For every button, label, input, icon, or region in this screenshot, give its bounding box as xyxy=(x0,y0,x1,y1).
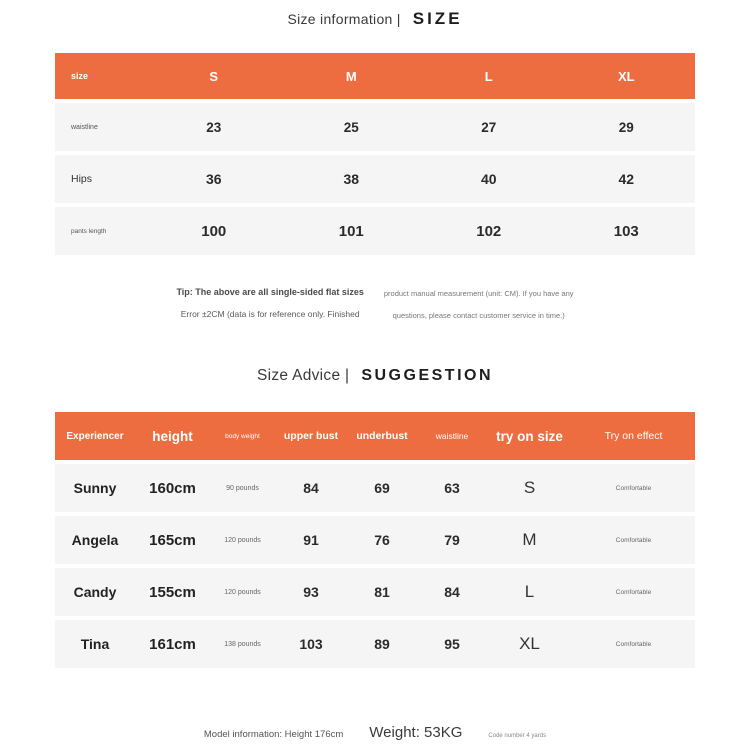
try-on-size: L xyxy=(524,582,535,601)
tip-line-1: Tip: The above are all single-sided flat sizes xyxy=(176,287,364,297)
model-info-text: Model information: Height 176cm xyxy=(203,729,344,740)
size-info-title-label: Size information | xyxy=(287,11,401,27)
col-waistline: waistline xyxy=(435,431,469,441)
size-col-m: M xyxy=(345,68,357,84)
waistline-s: 23 xyxy=(206,119,222,135)
underbust-value: 69 xyxy=(374,480,390,496)
row-label: pants length xyxy=(71,227,107,235)
measurement-tip xyxy=(0,281,750,327)
tip-line-3: product manual measurement (unit: CM). If you have any xyxy=(383,289,574,298)
model-code: Code number 4 yards xyxy=(488,733,547,739)
row-label: Hips xyxy=(71,173,93,185)
table-row-waistline xyxy=(55,103,695,151)
tip-line-2: Error ±2CM (data is for reference only. Finished xyxy=(180,309,360,319)
size-col-s: S xyxy=(209,68,219,84)
try-on-size: M xyxy=(522,530,537,549)
hips-xl: 42 xyxy=(618,171,635,187)
try-on-size: XL xyxy=(519,634,540,653)
tip-left-block xyxy=(176,281,363,325)
underbust-value: 89 xyxy=(374,636,390,652)
table-row-candy xyxy=(55,568,695,616)
upper-bust-value: 93 xyxy=(303,584,319,600)
underbust-value: 76 xyxy=(374,532,390,548)
try-on-effect: Comfortable xyxy=(615,536,652,544)
upper-bust-value: 91 xyxy=(303,532,319,548)
waistline-m: 25 xyxy=(343,119,359,135)
hips-m: 38 xyxy=(343,171,360,187)
col-experiencer: Experiencer xyxy=(66,430,124,442)
upper-bust-value: 103 xyxy=(299,636,323,652)
table-row-sunny xyxy=(55,464,695,512)
size-info-title xyxy=(0,0,750,29)
size-col-xl: XL xyxy=(617,68,635,84)
height-value: 165cm xyxy=(149,531,196,549)
height-value: 155cm xyxy=(149,583,196,601)
pants-length-xl: 103 xyxy=(613,222,639,240)
size-table-header xyxy=(55,53,695,99)
tip-line-4: questions, please contact customer service in time.) xyxy=(392,311,565,320)
size-col-l: L xyxy=(484,68,493,84)
height-value: 160cm xyxy=(149,479,196,497)
table-row-tina xyxy=(55,620,695,668)
pants-length-s: 100 xyxy=(201,222,227,240)
experiencer-name: Angela xyxy=(71,532,119,548)
pants-length-l: 102 xyxy=(476,222,502,240)
height-value: 161cm xyxy=(149,635,196,653)
table-row-pants-length xyxy=(55,207,695,255)
size-advice-title xyxy=(0,367,750,385)
size-table xyxy=(55,53,695,255)
underbust-value: 81 xyxy=(374,584,390,600)
advice-table-header xyxy=(55,412,695,460)
size-table-header-label: size xyxy=(71,71,89,81)
advice-table xyxy=(55,412,695,668)
experiencer-name: Tina xyxy=(80,636,110,652)
col-body-weight: body weight xyxy=(225,432,260,440)
try-on-effect: Comfortable xyxy=(615,484,652,492)
size-info-title-en: SIZE xyxy=(412,9,463,28)
waistline-xl: 29 xyxy=(618,119,634,135)
model-weight: Weight: 53KG xyxy=(369,724,463,741)
hips-l: 40 xyxy=(480,171,497,187)
table-row-angela xyxy=(55,516,695,564)
tip-right-block xyxy=(384,281,574,327)
col-underbust: underbust xyxy=(356,430,408,442)
col-height: height xyxy=(152,428,193,444)
waistline-value: 63 xyxy=(444,480,460,496)
row-label: waistline xyxy=(71,123,98,131)
experiencer-name: Sunny xyxy=(73,480,117,496)
col-try-on-size: try on size xyxy=(496,428,563,444)
size-advice-title-label: Size Advice | xyxy=(256,367,350,384)
waistline-l: 27 xyxy=(481,119,497,135)
model-info-footer xyxy=(0,724,750,741)
weight-value: 120 pounds xyxy=(224,588,261,596)
size-advice-title-en: SUGGESTION xyxy=(361,367,494,384)
pants-length-m: 101 xyxy=(338,222,364,240)
upper-bust-value: 84 xyxy=(303,480,319,496)
try-on-effect: Comfortable xyxy=(615,588,652,596)
weight-value: 90 pounds xyxy=(226,484,259,492)
hips-s: 36 xyxy=(205,171,222,187)
experiencer-name: Candy xyxy=(73,584,117,600)
waistline-value: 95 xyxy=(444,636,460,652)
col-upper-bust: upper bust xyxy=(283,430,339,442)
weight-value: 138 pounds xyxy=(224,640,261,648)
try-on-size: S xyxy=(523,478,536,497)
waistline-value: 84 xyxy=(444,584,460,600)
table-row-hips xyxy=(55,155,695,203)
weight-value: 120 pounds xyxy=(224,536,261,544)
try-on-effect: Comfortable xyxy=(615,640,652,648)
col-try-on-effect: Try on effect xyxy=(604,430,663,442)
waistline-value: 79 xyxy=(444,532,460,548)
